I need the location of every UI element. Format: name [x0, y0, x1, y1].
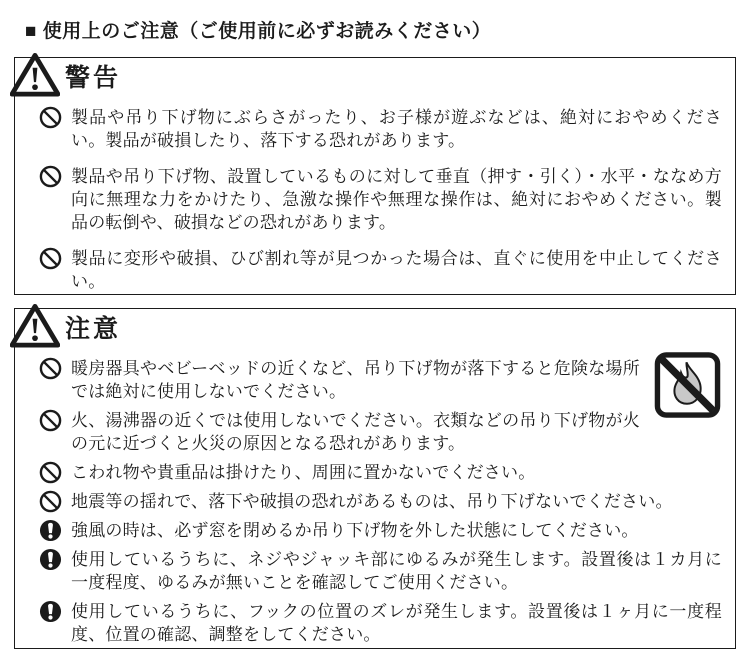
list-item	[39, 490, 722, 513]
list-item	[39, 461, 722, 484]
prohibition-icon	[39, 357, 62, 380]
warning-list	[39, 106, 722, 293]
warning-section	[14, 57, 736, 295]
list-item	[39, 519, 722, 542]
caution-heading: 注意	[65, 315, 122, 343]
notice-text: 暖房器具やベビーベッドの近くなど、吊り下げ物が落下すると危険な場所では絶対に使用しないでください。	[71, 359, 640, 401]
attention-icon	[39, 548, 62, 571]
warning-content	[39, 106, 722, 293]
notice-text: 使用しているうちに、ネジやジャッキ部にゆるみが発生します。設置後は１カ月に一度程度、ゆるみが無いことを確認してご使用ください。	[71, 550, 722, 592]
notice-text: 強風の時は、必ず窓を閉めるか吊り下げ物を外した状態にしてください。	[71, 521, 639, 540]
list-item	[39, 409, 722, 455]
notice-text: こわれ物や貴重品は掛けたり、周囲に置かないでください。	[71, 463, 536, 482]
page-title: ■ 使用上のご注意（ご使用前に必ずお読みください）	[25, 21, 492, 42]
list-item	[39, 165, 722, 234]
caution-content	[39, 357, 722, 646]
caution-list	[39, 357, 722, 646]
prohibition-icon	[39, 409, 62, 432]
notice-text: 製品や吊り下げ物にぶらさがったり、お子様が遊ぶなどは、絶対におやめください。製品が破損したり、落下する恐れがあります。	[71, 108, 722, 150]
prohibition-icon	[39, 247, 62, 270]
notice-text: 地震等の揺れで、落下や破損の恐れがあるものは、吊り下げないでください。	[71, 492, 673, 511]
list-item	[39, 247, 722, 293]
warning-triangle-icon	[10, 52, 60, 97]
prohibition-icon	[39, 106, 62, 129]
list-item	[39, 357, 722, 403]
notice-text: 製品に変形や破損、ひび割れ等が見つかった場合は、直ぐに使用を中止してください。	[71, 249, 722, 291]
prohibition-icon	[39, 165, 62, 188]
prohibition-icon	[39, 490, 62, 513]
caution-section	[14, 308, 736, 649]
attention-icon	[39, 600, 62, 623]
notice-text: 使用しているうちに、フックの位置のズレが発生します。設置後は１ヶ月に一度程度、位置の確認、調整をしてください。	[71, 602, 722, 644]
warning-heading: 警告	[65, 64, 122, 92]
notice-text: 火、湯沸器の近くでは使用しないでください。衣類などの吊り下げ物が火の元に近づくと火災の原因となる恐れがあります。	[71, 411, 640, 453]
list-item	[39, 106, 722, 152]
warning-triangle-icon	[10, 303, 60, 348]
notice-text: 製品や吊り下げ物、設置しているものに対して垂直（押す・引く）・水平・ななめ方向に無理な力をかけたり、急激な操作や無理な操作は、絶対におやめください。製品の転倒や、破損などの恐れがあります。	[71, 167, 722, 232]
prohibition-icon	[39, 461, 62, 484]
list-item	[39, 548, 722, 594]
list-item	[39, 600, 722, 646]
attention-icon	[39, 519, 62, 542]
